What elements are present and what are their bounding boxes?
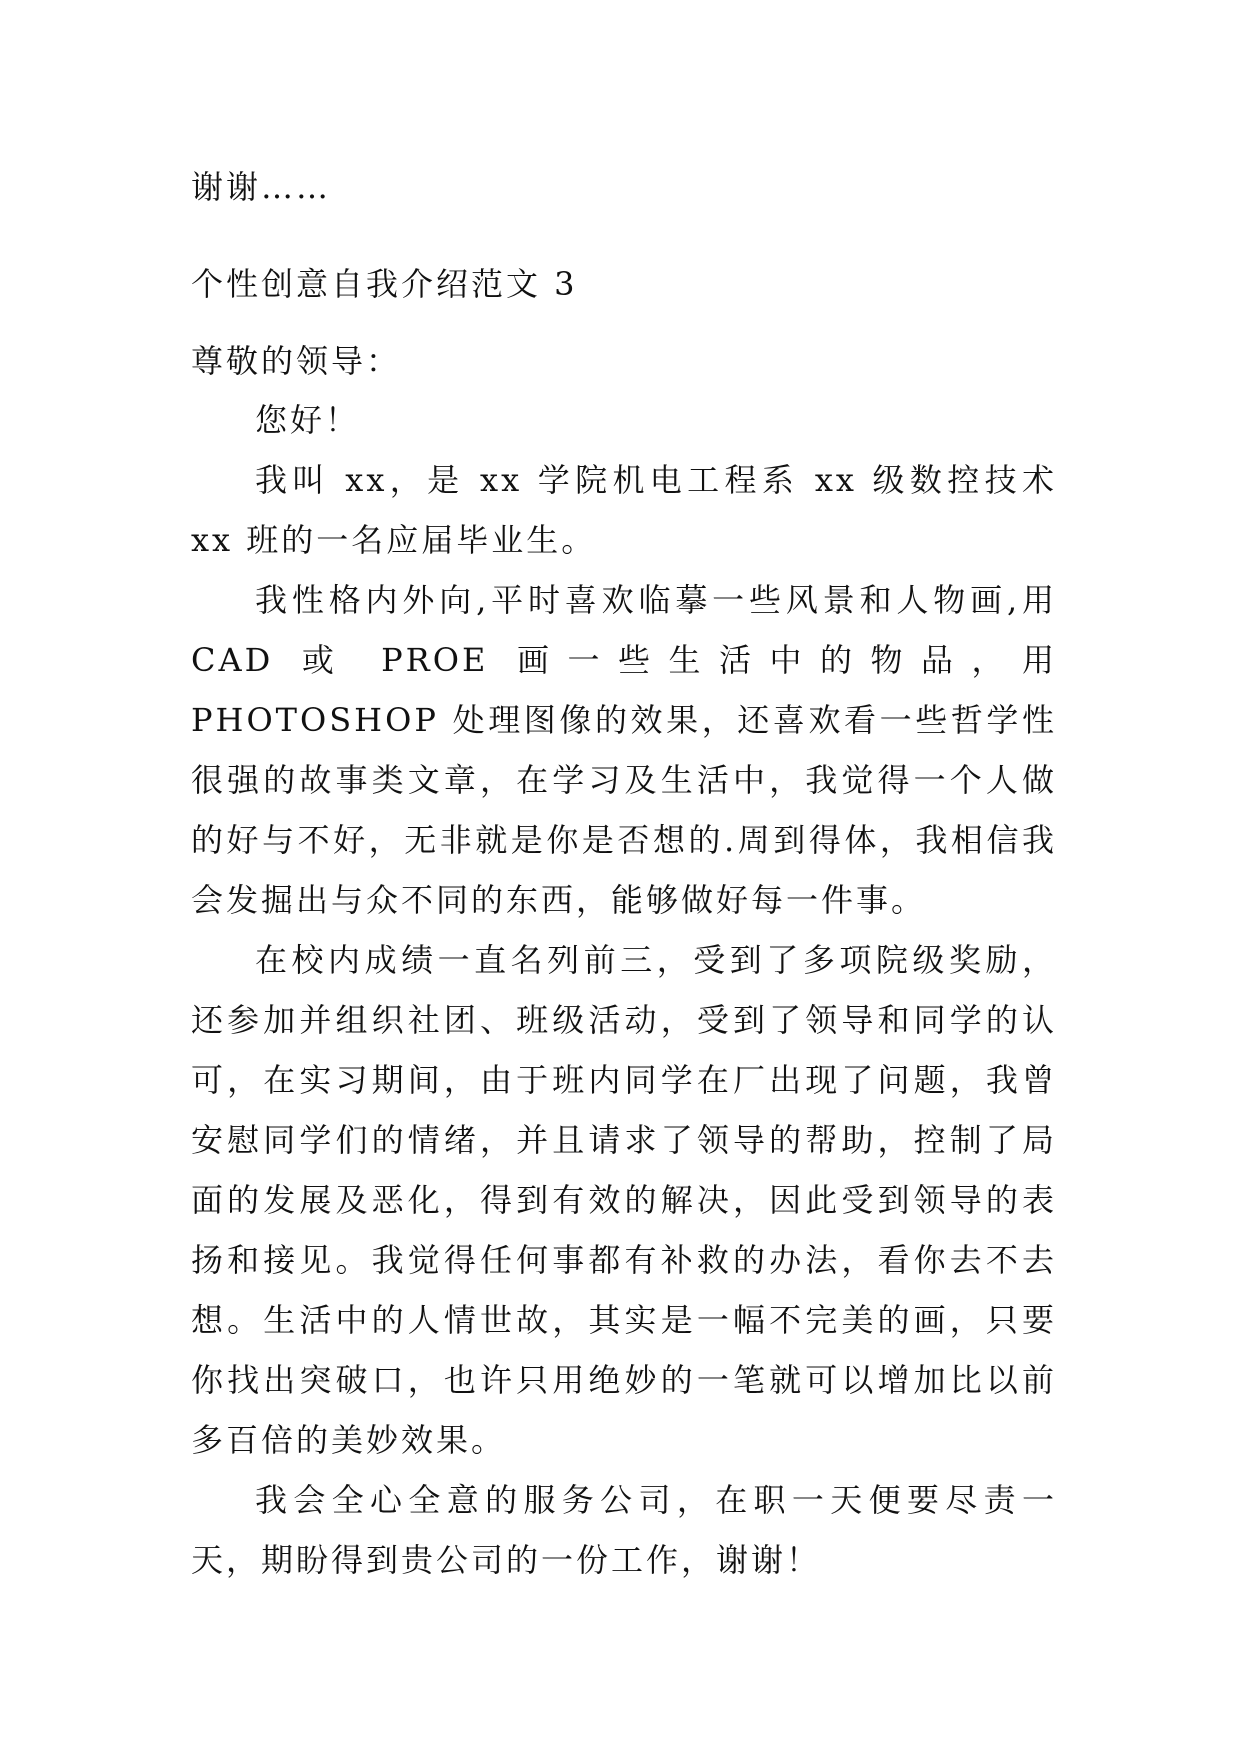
personality-paragraph: 我性格内外向,平时喜欢临摹一些风景和人物画,用 CAD 或 PROE 画一些生活中的物品，用 PHOTOSHOP 处理图像的效果，还喜欢看一些哲学性很强的故事类文章，在学习及生活中，我觉得一个人做的好与不好，无非就是你是否想的.周到得体，我相信我会发掘出与众不同的东西，能够做好每一件事。 xyxy=(191,581,1057,919)
intro-paragraph: 我叫 xx，是 xx 学院机电工程系 xx 级数控技术 xx 班的一名应届毕业生。 xyxy=(191,461,1057,559)
section-title: 个性创意自我介绍范文 3 xyxy=(191,265,578,303)
salutation: 尊敬的领导： xyxy=(191,342,402,380)
letter-body xyxy=(191,390,1057,1590)
greeting-paragraph: 您好！ xyxy=(255,401,361,439)
closing-thanks-top: 谢谢…… xyxy=(191,168,332,206)
closing-paragraph: 我会全心全意的服务公司，在职一天便要尽责一天，期盼得到贵公司的一份工作，谢谢！ xyxy=(191,1481,1057,1579)
achievements-paragraph: 在校内成绩一直名列前三，受到了多项院级奖励，还参加并组织社团、班级活动，受到了领导和同学的认可，在实习期间，由于班内同学在厂出现了问题，我曾安慰同学们的情绪，并且请求了领导的帮助，控制了局面的发展及恶化，得到有效的解决，因此受到领导的表扬和接见。我觉得任何事都有补救的办法，看你去不去想。生活中的人情世故，其实是一幅不完美的画，只要你找出突破口，也许只用绝妙的一笔就可以增加比以前多百倍的美妙效果。 xyxy=(191,941,1057,1459)
